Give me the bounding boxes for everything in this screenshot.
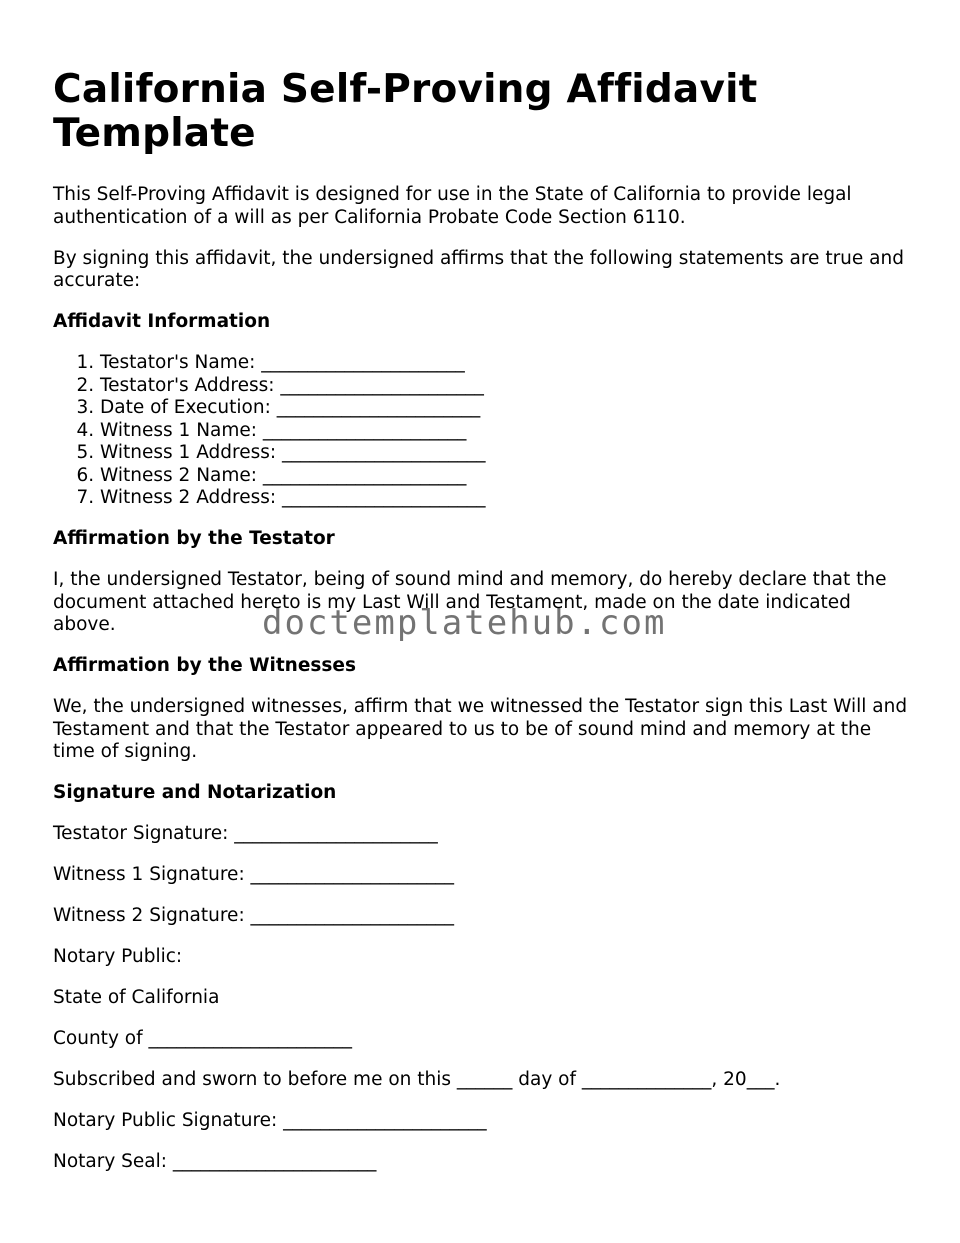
witness2-signature-line: Witness 2 Signature: ______________________ (53, 905, 455, 926)
notary-seal-line: Notary Seal: ______________________ (53, 1151, 377, 1172)
intro-paragraph-1: This Self-Proving Affidavit is designed for use in the State of California to provide legal authentication of a will as per California Probate Code Section 6110. (53, 184, 852, 228)
witness-affirmation-heading: Affirmation by the Witnesses (53, 655, 356, 676)
affidavit-info-list (53, 352, 913, 510)
testator-affirmation-text: I, the undersigned Testator, being of sound mind and memory, do hereby declare that the document attached hereto is my Last Will and Testament, made on the date indicated above. (53, 569, 887, 635)
list-item: 4. Witness 1 Name: ______________________ (100, 420, 913, 443)
intro-paragraph-2: By signing this affidavit, the undersigned affirms that the following statements are true and accurate: (53, 247, 904, 291)
state-label: State of California (53, 987, 220, 1008)
list-item: 5. Witness 1 Address: ______________________ (100, 442, 913, 465)
document-page (53, 68, 913, 1192)
notary-public-label: Notary Public: (53, 946, 183, 967)
watermark-text: doctemplatehub.com (262, 603, 667, 643)
witness-affirmation-text: We, the undersigned witnesses, affirm that we witnessed the Testator sign this Last Will and Testament and that the Testator appeared to us to be of sound mind and memory at the time of signing. (53, 696, 908, 762)
subscribed-sworn-line: Subscribed and sworn to before me on this ______ day of ______________, 20___. (53, 1069, 781, 1090)
list-item: 6. Witness 2 Name: ______________________ (100, 465, 913, 488)
affidavit-info-heading: Affidavit Information (53, 311, 271, 332)
testator-affirmation-heading: Affirmation by the Testator (53, 528, 335, 549)
list-item: 2. Testator's Address: ______________________ (100, 375, 913, 398)
testator-signature-line: Testator Signature: ______________________ (53, 823, 438, 844)
county-line: County of ______________________ (53, 1028, 352, 1049)
list-item: 7. Witness 2 Address: ______________________ (100, 487, 913, 510)
document-title: California Self-Proving Affidavit Template (53, 67, 758, 156)
witness1-signature-line: Witness 1 Signature: ______________________ (53, 864, 455, 885)
list-item: 3. Date of Execution: ______________________ (100, 397, 913, 420)
notary-signature-line: Notary Public Signature: ______________________ (53, 1110, 487, 1131)
signature-heading: Signature and Notarization (53, 782, 337, 803)
list-item: 1. Testator's Name: ______________________ (100, 352, 913, 375)
